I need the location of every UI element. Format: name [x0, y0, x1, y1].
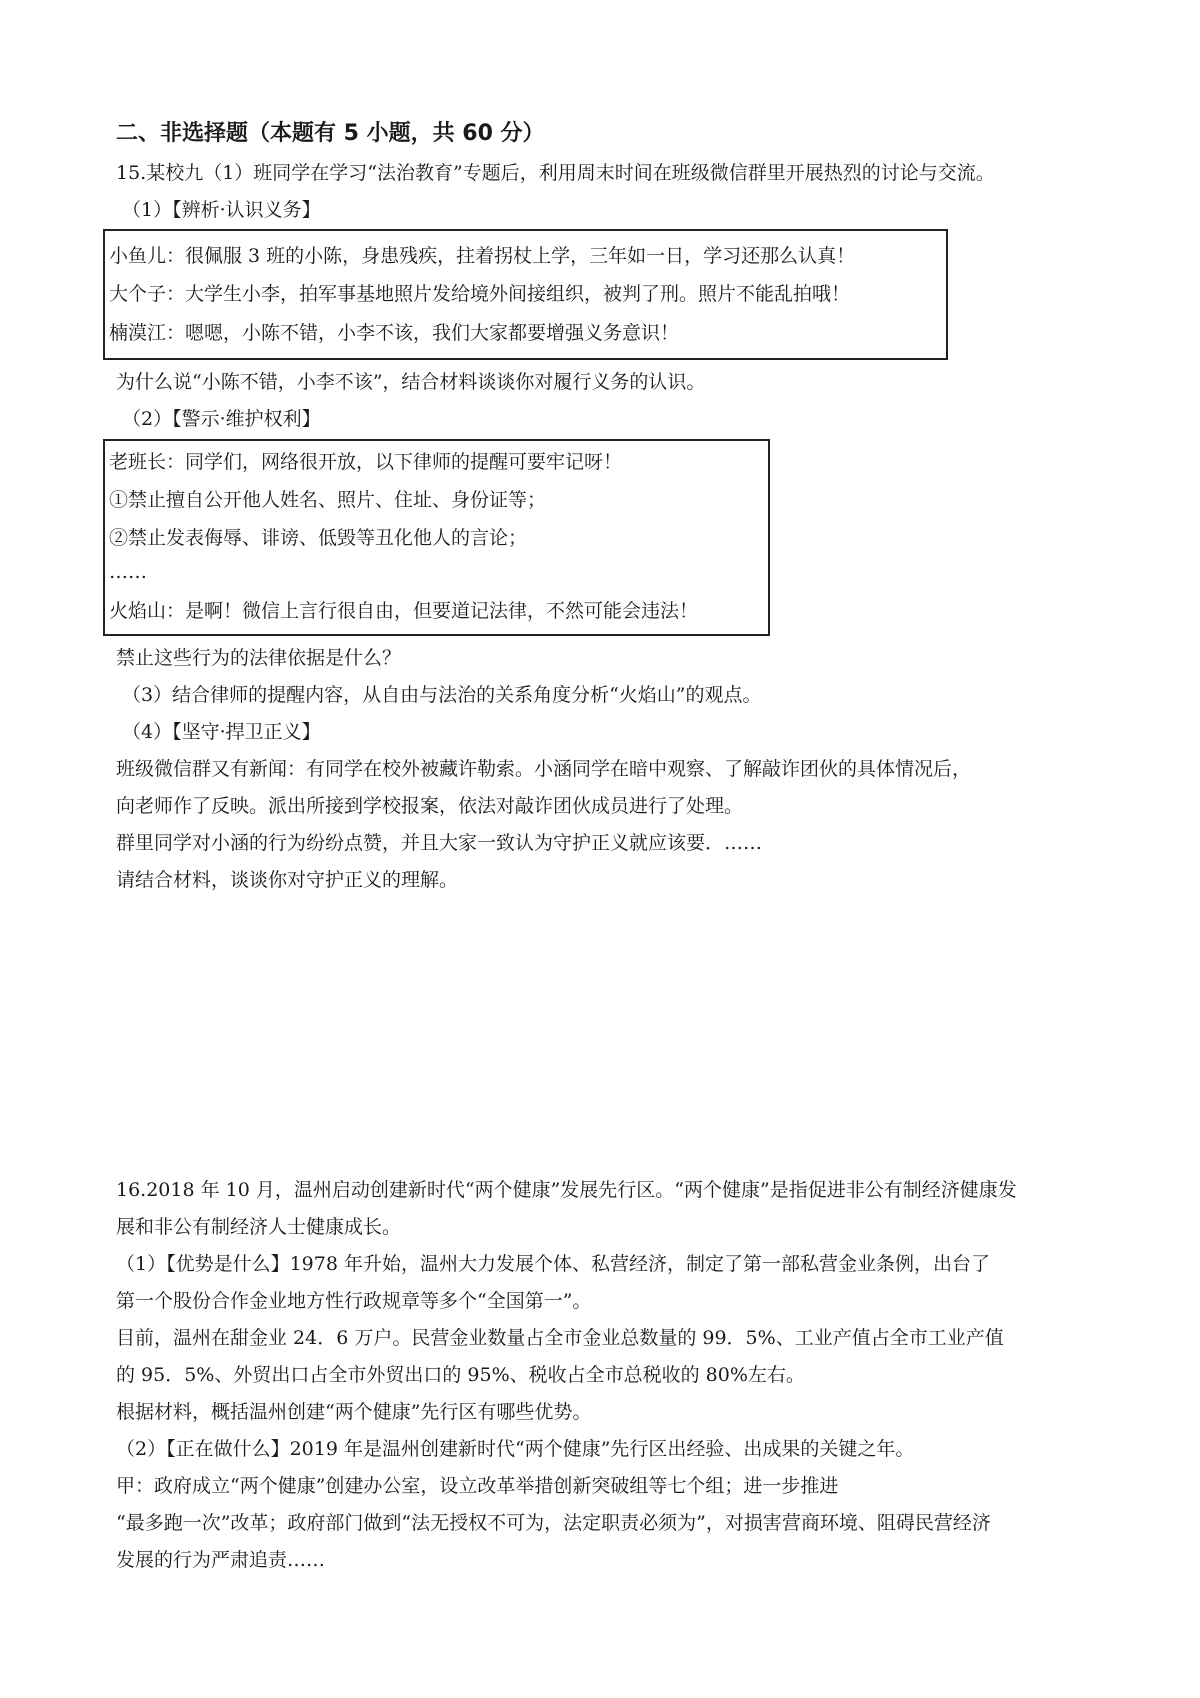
- q16-part1-question: 根据材料，概括温州创建“两个健康”先行区有哪些优势。: [116, 1401, 592, 1423]
- dialogue-line: 老班长：同学们，网络很开放，以下律师的提醒可要牢记呀！: [109, 451, 623, 473]
- q15-part1-question: 为什么说“小陈不错，小李不该”，结合材料谈谈你对履行义务的认识。: [116, 371, 706, 393]
- q15-part4-label: （4）【坚守·捍卫正义】: [122, 721, 321, 743]
- dialogue-line: 小鱼儿：很佩服 3 班的小陈，身患残疾，拄着拐杖上学，三年如一日，学习还那么认真！: [109, 245, 856, 267]
- q16-part1-text: （1）【优势是什么】1978 年升始，温州大力发展个体、私营经济，制定了第一部私营金业条例，出台了: [116, 1253, 990, 1275]
- section-heading: 二、非选择题（本题有 5 小题，共 60 分）: [116, 121, 545, 146]
- q15-part4-text: 向老师作了反映。派出所接到学校报案，依法对敲诈团伙成员进行了处理。: [116, 795, 744, 817]
- dialogue-line: 火焰山：是啊！微信上言行很自由，但要道记法律，不然可能会违法！: [109, 600, 699, 622]
- q16-part1-text: 目前，温州在甜金业 24．6 万户。民营金业数量占全市金业总数量的 99．5%、工业产值占全市工业产值: [116, 1327, 1004, 1349]
- dialogue-line: 大个子：大学生小李，拍军事基地照片发给境外间接组织，被判了刑。照片不能乱拍哦！: [109, 283, 851, 305]
- q16-intro: 展和非公有制经济人士健康成长。: [116, 1216, 402, 1238]
- q16-part1-text: 第一个股份合作金业地方性行政规章等多个“全国第一”。: [116, 1290, 592, 1312]
- q15-part4-text: 群里同学对小涵的行为纷纷点赞，并且大家一致认为守护正义就应该要．……: [116, 832, 763, 854]
- q15-part3: （3）结合律师的提醒内容，从自由与法治的关系角度分析“火焰山”的观点。: [122, 684, 762, 706]
- q15-part4-question: 请结合材料，谈谈你对守护正义的理解。: [116, 869, 459, 891]
- q16-intro: 16.2018 年 10 月，温州启动创建新时代“两个健康”发展先行区。“两个健康”是指促进非公有制经济健康发: [116, 1179, 1017, 1201]
- dialogue-line: ②禁止发表侮辱、诽谤、低毁等丑化他人的言论；: [109, 527, 528, 549]
- q16-part2-text: “最多跑一次”改革；政府部门做到“法无授权不可为，法定职责必须为”，对损害营商环境、阻碍民营经济: [116, 1512, 991, 1534]
- q15-part4-text: 班级微信群又有新闻：有同学在校外被藏许勒索。小涵同学在暗中观察、了解敲诈团伙的具体情况后，: [116, 758, 972, 780]
- q15-part2-question: 禁止这些行为的法律依据是什么？: [116, 647, 402, 669]
- q15-part2-label: （2）【警示·维护权利】: [122, 408, 321, 430]
- q15-dialogue-box-1: [103, 229, 948, 360]
- dialogue-line: 楠漠江：嗯嗯，小陈不错，小李不该，我们大家都要增强义务意识！: [109, 322, 680, 344]
- dialogue-line: ……: [109, 561, 147, 583]
- q16-part2-text: （2）【正在做什么】2019 年是温州创建新时代“两个健康”先行区出经验、出成果的关键之年。: [116, 1438, 915, 1460]
- q16-part2-text: 甲：政府成立“两个健康”创建办公室，设立改革举措创新突破组等七个组；进一步推进: [116, 1475, 839, 1497]
- q15-part1-label: （1）【辨析·认识义务】: [122, 199, 321, 221]
- q15-dialogue-box-2: [103, 439, 770, 636]
- q16-part1-text: 的 95．5%、外贸出口占全市外贸出口的 95%、税收占全市总税收的 80%左右。: [116, 1364, 805, 1386]
- q15-intro: 15.某校九（1）班同学在学习“法治教育”专题后，利用周末时间在班级微信群里开展热烈的讨论与交流。: [116, 162, 995, 184]
- dialogue-line: ①禁止擅自公开他人姓名、照片、住址、身份证等；: [109, 489, 547, 511]
- q16-part2-text: 发展的行为严肃追责……: [116, 1549, 326, 1571]
